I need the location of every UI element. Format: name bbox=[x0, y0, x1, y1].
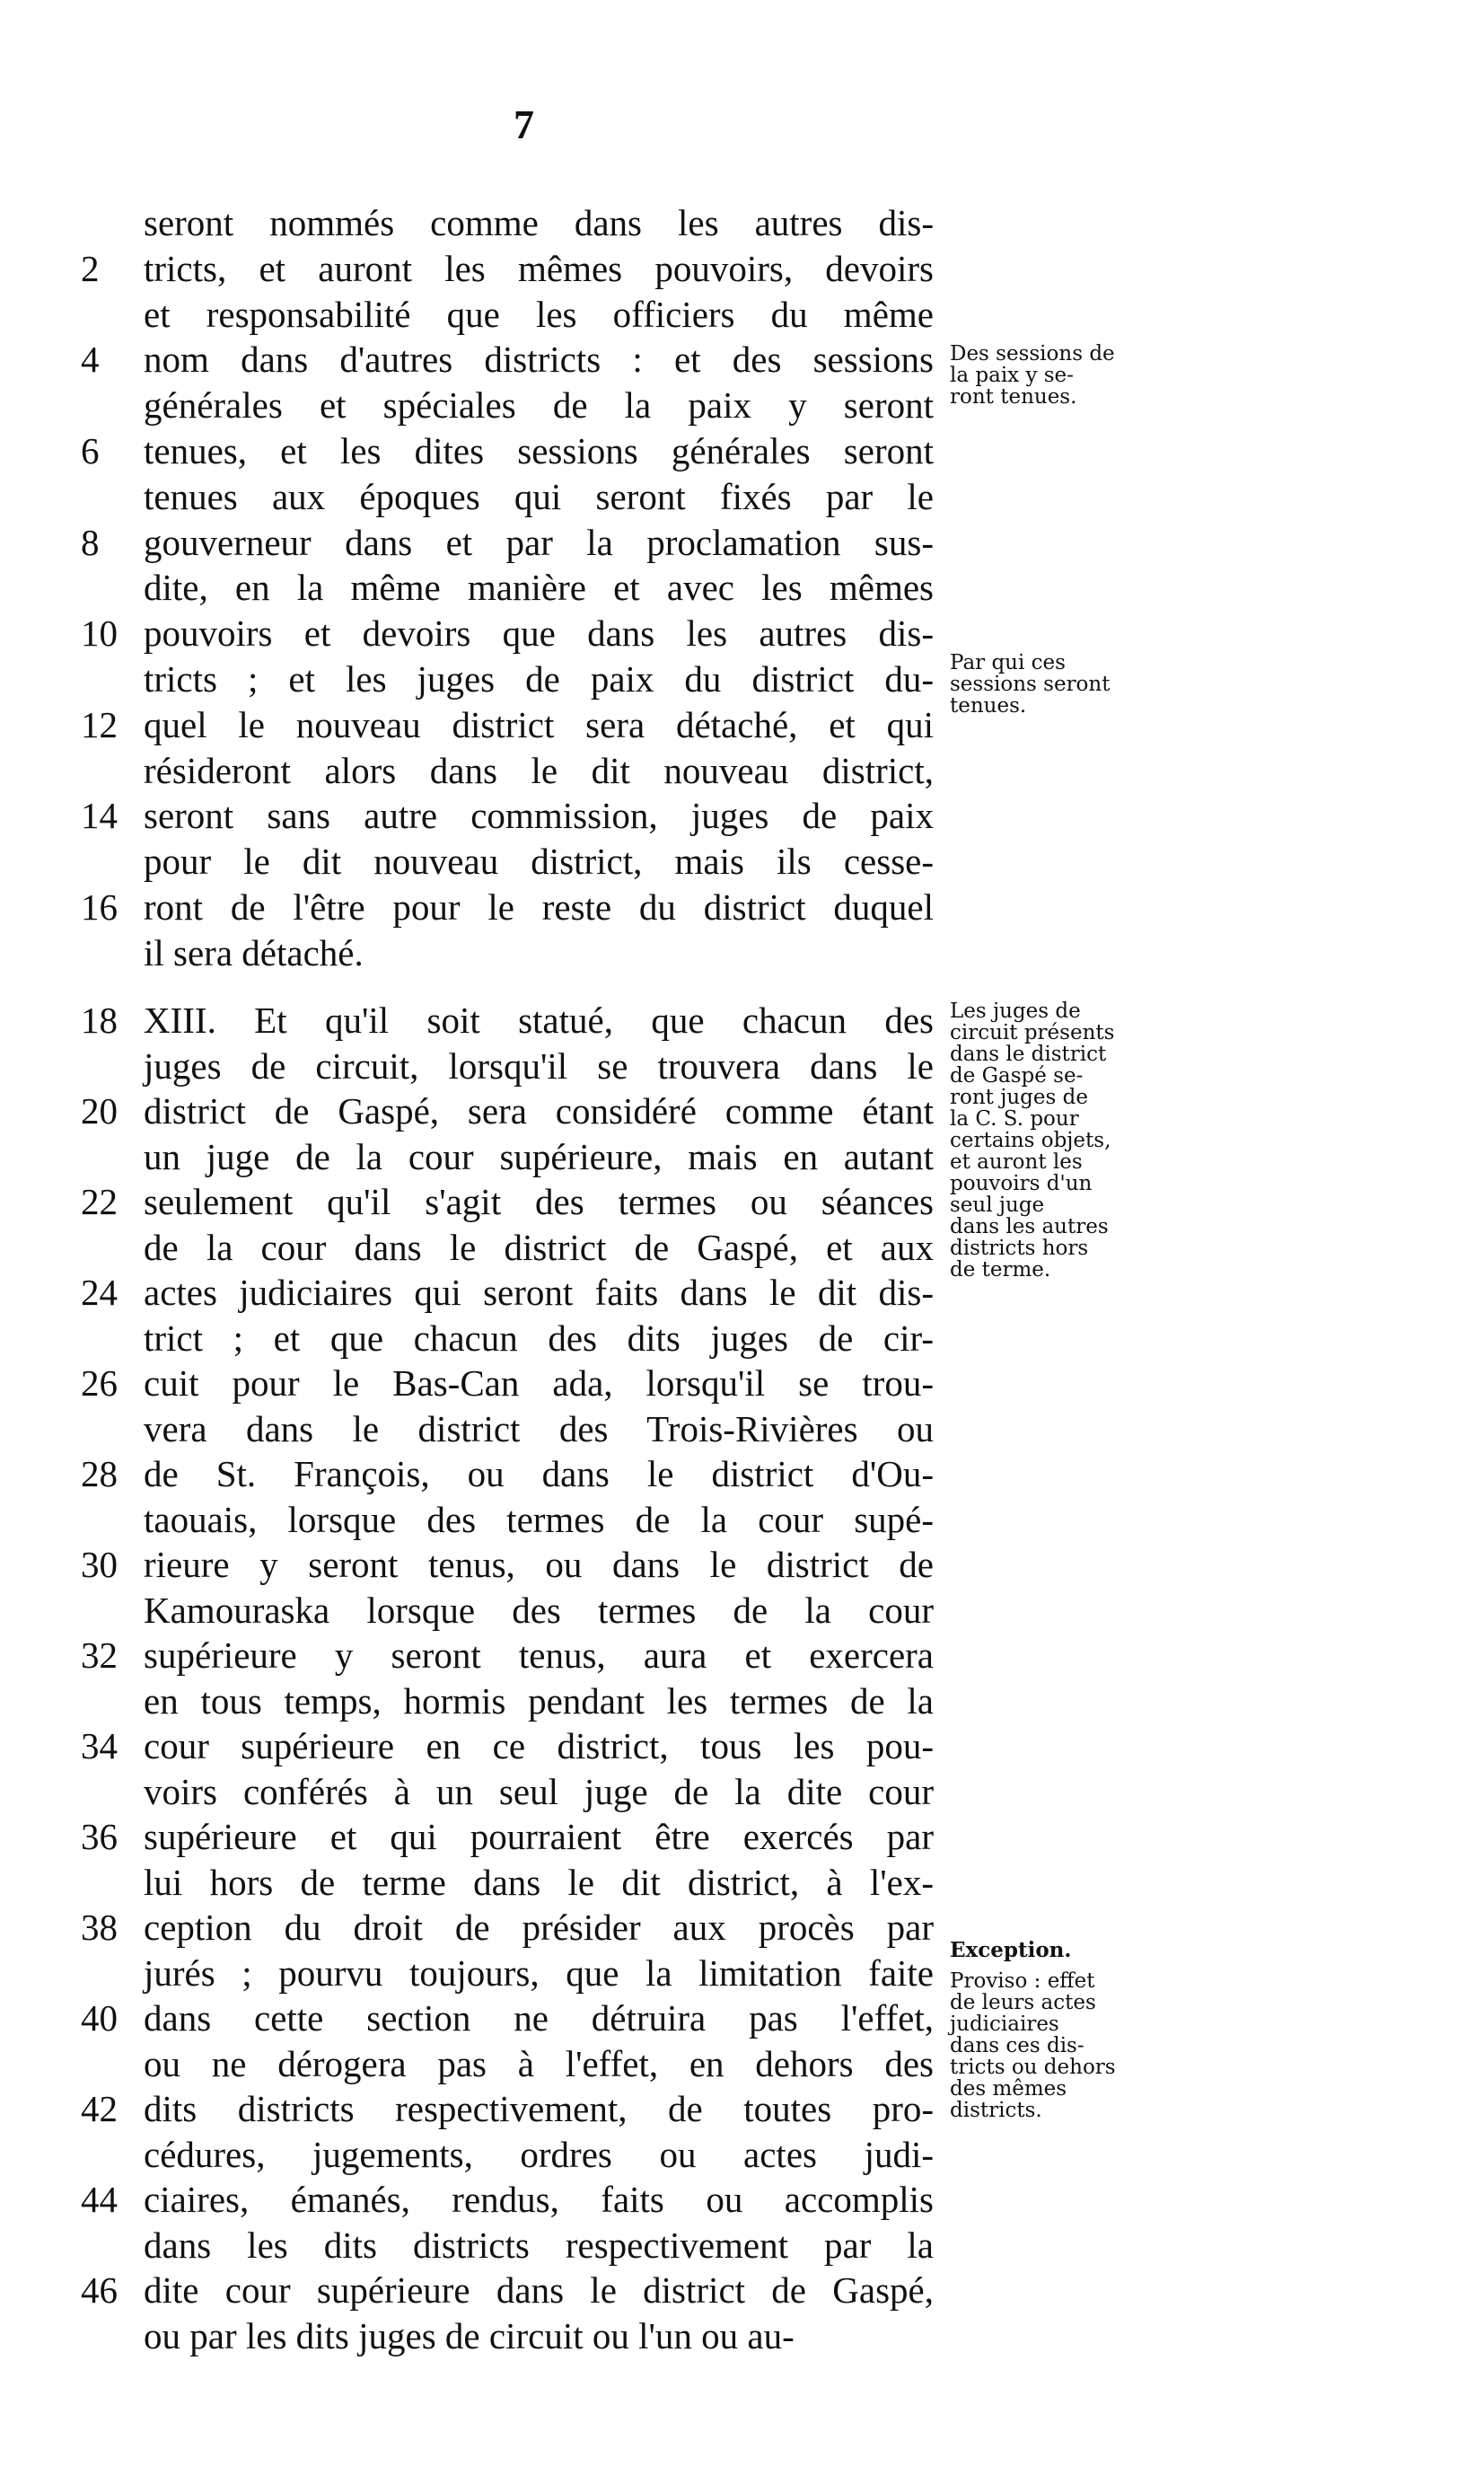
line-text: tenues, et les dites sessions générales seront bbox=[144, 430, 934, 471]
line-text: dans les dits districts respectivement par la bbox=[144, 2224, 934, 2266]
line-text: trict ; et que chacun des dits juges de cir- bbox=[144, 1317, 934, 1359]
line-number: 8 bbox=[81, 521, 100, 563]
line-number: 44 bbox=[81, 2179, 118, 2220]
line-text: district de Gaspé, sera considéré comme étant bbox=[144, 1090, 934, 1132]
margin-note-line: Des sessions de bbox=[950, 342, 1115, 366]
line-text: dite, en la même manière et avec les mêmes bbox=[144, 567, 934, 609]
text-line bbox=[0, 1088, 943, 1134]
line-number: 36 bbox=[81, 1816, 118, 1857]
text-line bbox=[0, 1133, 943, 1180]
text-line bbox=[0, 199, 943, 246]
margin-note-line: Les juges de bbox=[950, 1000, 1081, 1023]
line-text: de St. François, ou dans le district d'Ou- bbox=[144, 1453, 934, 1494]
text-line bbox=[0, 564, 943, 611]
line-number: 38 bbox=[81, 1907, 118, 1948]
line-number: 16 bbox=[81, 886, 118, 928]
line-text: juges de circuit, lorsqu'il se trouvera dans le bbox=[144, 1044, 934, 1087]
line-text: dits districts respectivement, de toutes pro- bbox=[144, 2088, 934, 2129]
line-text: tricts ; et les juges de paix du district du- bbox=[144, 658, 934, 700]
margin-note-sessions bbox=[950, 343, 1147, 408]
margin-note-exception bbox=[950, 1940, 1147, 1961]
line-text: actes judiciaires qui seront faits dans le dit dis- bbox=[144, 1272, 934, 1313]
line-text: et responsabilité que les officiers du même bbox=[144, 293, 934, 335]
text-line bbox=[0, 473, 943, 520]
line-text: tricts, et auront les mêmes pouvoirs, devoirs bbox=[144, 247, 934, 289]
margin-note-line: dans ces dis- bbox=[950, 2034, 1084, 2057]
text-line bbox=[0, 1859, 943, 1906]
line-text: un juge de la cour supérieure, mais en autant bbox=[144, 1135, 934, 1177]
line-number: 18 bbox=[81, 1000, 118, 1041]
line-text: pouvoirs et devoirs que dans les autres dis- bbox=[144, 612, 934, 655]
line-number: 30 bbox=[81, 1544, 118, 1585]
line-text: rieure y seront tenus, ou dans le district de bbox=[144, 1544, 934, 1585]
text-line bbox=[0, 929, 943, 976]
margin-note-line: tenues. bbox=[950, 694, 1027, 718]
line-text: supérieure y seront tenus, aura et exercera bbox=[144, 1634, 934, 1676]
text-line bbox=[0, 2267, 943, 2313]
line-number: 14 bbox=[81, 795, 118, 837]
text-line bbox=[0, 2131, 943, 2178]
line-text: ciaires, émanés, rendus, faits ou accomplis bbox=[144, 2179, 934, 2220]
text-line bbox=[0, 1722, 943, 1769]
margin-note-line: des mêmes bbox=[950, 2077, 1067, 2101]
margin-note-line: Proviso : effet bbox=[950, 1969, 1095, 1993]
text-line bbox=[0, 1813, 943, 1860]
line-text: voirs conférés à un seul juge de la dite cour bbox=[144, 1770, 934, 1812]
line-number: 6 bbox=[81, 430, 100, 471]
line-text: ou ne dérogera pas à l'effet, en dehors des bbox=[144, 2042, 934, 2084]
line-number: 2 bbox=[81, 247, 100, 289]
line-text: seront sans autre commission, juges de paix bbox=[144, 795, 934, 837]
line-text: dite cour supérieure dans le district de Gaspé, bbox=[144, 2269, 934, 2311]
text-line bbox=[0, 519, 943, 566]
page-number: 7 bbox=[514, 101, 534, 147]
text-line bbox=[0, 245, 943, 292]
text-line bbox=[0, 1768, 943, 1815]
text-line bbox=[0, 1904, 943, 1951]
margin-note-line: ront tenues. bbox=[950, 385, 1077, 409]
text-line bbox=[0, 1178, 943, 1225]
text-line bbox=[0, 1995, 943, 2041]
margin-note-line: Par qui ces bbox=[950, 651, 1066, 674]
line-number: 32 bbox=[81, 1634, 118, 1676]
text-line bbox=[0, 701, 943, 748]
margin-note-line: certains objets, bbox=[950, 1129, 1111, 1152]
line-text: jurés ; pourvu toujours, que la limitation faite bbox=[144, 1951, 934, 1994]
line-number: 10 bbox=[81, 612, 118, 655]
line-text: seulement qu'il s'agit des termes ou séances bbox=[144, 1181, 934, 1222]
text-line bbox=[0, 747, 943, 794]
line-text: tenues aux époques qui seront fixés par le bbox=[144, 475, 934, 517]
margin-note-juges bbox=[950, 1000, 1147, 1281]
text-line bbox=[0, 2312, 943, 2359]
margin-note-line: circuit présents bbox=[950, 1021, 1115, 1044]
text-line bbox=[0, 610, 943, 656]
text-line bbox=[0, 1678, 943, 1724]
text-line bbox=[0, 427, 943, 474]
line-text: cour supérieure en ce district, tous les pou- bbox=[144, 1725, 934, 1766]
line-number: 20 bbox=[81, 1090, 118, 1132]
margin-note-line: de terme. bbox=[950, 1258, 1051, 1282]
margin-note-line: la C. S. pour bbox=[950, 1107, 1079, 1131]
line-text: cédures, jugements, ordres ou actes judi- bbox=[144, 2133, 934, 2175]
text-line bbox=[0, 1496, 943, 1543]
line-number: 28 bbox=[81, 1453, 118, 1494]
line-text: XIII. Et qu'il soit statué, que chacun des bbox=[144, 1000, 934, 1041]
line-text: il sera détaché. bbox=[144, 931, 364, 973]
line-number: 46 bbox=[81, 2269, 118, 2311]
line-text: ront de l'être pour le reste du district duquel bbox=[144, 886, 934, 928]
line-number: 22 bbox=[81, 1181, 118, 1222]
line-number: 40 bbox=[81, 1997, 118, 2039]
line-text: en tous temps, hormis pendant les termes de la bbox=[144, 1679, 934, 1722]
margin-note-line: dans le district bbox=[950, 1043, 1107, 1066]
text-line bbox=[0, 838, 943, 885]
margin-note-line: judiciaires bbox=[950, 2013, 1059, 2036]
line-number: 24 bbox=[81, 1272, 118, 1313]
line-text: seront nommés comme dans les autres dis- bbox=[144, 202, 934, 243]
line-text: supérieure et qui pourraient être exercés par bbox=[144, 1816, 934, 1857]
text-line bbox=[0, 2176, 943, 2223]
line-text: ception du droit de présider aux procès par bbox=[144, 1907, 934, 1948]
text-line bbox=[0, 1360, 943, 1406]
margin-note-line: pouvoirs d'un bbox=[950, 1172, 1093, 1195]
line-text: cuit pour le Bas-Can ada, lorsqu'il se trou- bbox=[144, 1362, 934, 1404]
margin-note-line: la paix y se- bbox=[950, 364, 1074, 387]
text-line bbox=[0, 291, 943, 338]
text-line bbox=[0, 1632, 943, 1678]
text-line bbox=[0, 1587, 943, 1634]
line-text: gouverneur dans et par la proclamation sus- bbox=[144, 521, 934, 563]
line-text: ou par les dits juges de circuit ou l'un ou au- bbox=[144, 2314, 795, 2356]
line-text: résideront alors dans le dit nouveau district, bbox=[144, 749, 934, 791]
margin-note-par-qui bbox=[950, 652, 1147, 717]
margin-note-line: Exception. bbox=[950, 1938, 1072, 1962]
line-text: pour le dit nouveau district, mais ils cesse- bbox=[144, 841, 934, 883]
text-line bbox=[0, 997, 943, 1044]
text-line bbox=[0, 2222, 943, 2268]
margin-note-line: districts hors bbox=[950, 1237, 1089, 1260]
line-text: Kamouraska lorsque des termes de la cour bbox=[144, 1589, 934, 1631]
line-text: vera dans le district des Trois-Rivières ou bbox=[144, 1407, 934, 1449]
line-text: nom dans d'autres districts : et des sessions bbox=[144, 339, 934, 381]
margin-note-proviso bbox=[950, 1970, 1147, 2121]
margin-note-line: ront juges de bbox=[950, 1086, 1088, 1109]
line-number: 42 bbox=[81, 2088, 118, 2129]
text-line bbox=[0, 1450, 943, 1497]
margin-note-line: de Gaspé se- bbox=[950, 1064, 1084, 1088]
text-line bbox=[0, 1405, 943, 1452]
line-text: de la cour dans le district de Gaspé, et aux bbox=[144, 1226, 934, 1268]
text-line bbox=[0, 792, 943, 839]
line-number: 26 bbox=[81, 1362, 118, 1404]
text-line bbox=[0, 2040, 943, 2087]
text-line bbox=[0, 1043, 943, 1089]
margin-note-line: districts. bbox=[950, 2099, 1042, 2122]
text-line bbox=[0, 1950, 943, 1996]
line-number: 34 bbox=[81, 1725, 118, 1766]
text-line bbox=[0, 382, 943, 428]
line-text: taouais, lorsque des termes de la cour supé- bbox=[144, 1498, 934, 1540]
text-line bbox=[0, 656, 943, 702]
text-line bbox=[0, 1269, 943, 1316]
text-line bbox=[0, 2085, 943, 2132]
text-line bbox=[0, 336, 943, 383]
line-number: 12 bbox=[81, 703, 118, 745]
margin-note-line: tricts ou dehors bbox=[950, 2056, 1116, 2079]
text-line bbox=[0, 1541, 943, 1588]
line-text: lui hors de terme dans le dit district, à l'ex- bbox=[144, 1861, 934, 1903]
text-line bbox=[0, 1315, 943, 1361]
margin-note-line: seul juge bbox=[950, 1194, 1045, 1217]
line-text: quel le nouveau district sera détaché, et qui bbox=[144, 703, 934, 745]
line-number: 4 bbox=[81, 339, 100, 381]
margin-note-line: dans les autres bbox=[950, 1215, 1109, 1238]
margin-note-line: sessions seront bbox=[950, 673, 1111, 696]
line-text: dans cette section ne détruira pas l'effet, bbox=[144, 1997, 934, 2039]
margin-note-line: de leurs actes bbox=[950, 1991, 1096, 2014]
text-line bbox=[0, 1224, 943, 1271]
margin-note-line: et auront les bbox=[950, 1150, 1083, 1174]
text-line bbox=[0, 884, 943, 930]
line-text: générales et spéciales de la paix y seront bbox=[144, 384, 934, 427]
